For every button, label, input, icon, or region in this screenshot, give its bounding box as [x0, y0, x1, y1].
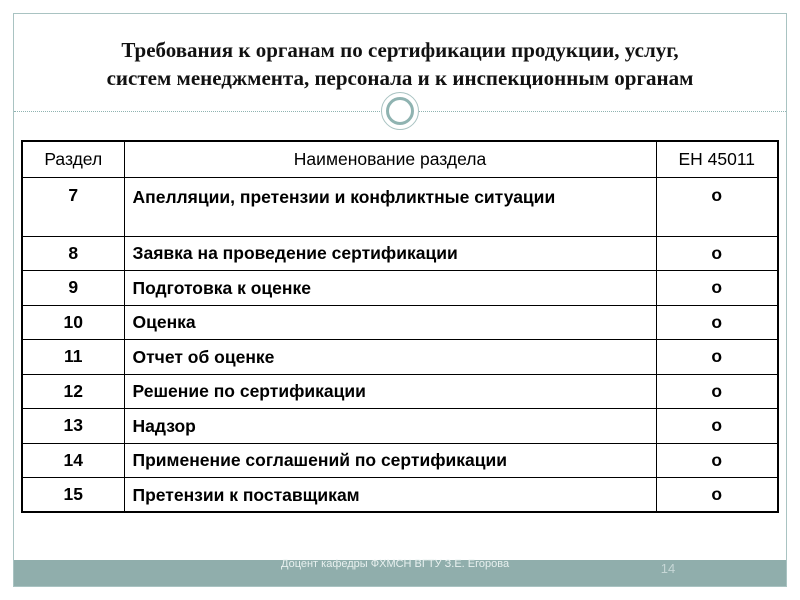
row-number: 10 [22, 305, 124, 340]
header-section-name: Наименование раздела [124, 141, 656, 177]
row-number: 15 [22, 478, 124, 513]
table-row [22, 478, 778, 513]
row-name: Надзор [124, 409, 656, 444]
row-name: Претензии к поставщикам [124, 478, 656, 513]
row-mark: о [656, 177, 778, 236]
row-number: 7 [22, 177, 124, 236]
row-name: Отчет об оценке [124, 340, 656, 375]
title-line-1: Требования к органам по сертификации продукции, услуг, [121, 38, 679, 62]
table-header-row [22, 141, 778, 177]
header-standard: ЕН 45011 [656, 141, 778, 177]
row-mark: о [656, 443, 778, 478]
row-name: Решение по сертификации [124, 374, 656, 409]
page-number: 14 [660, 561, 676, 576]
row-name: Подготовка к оценке [124, 271, 656, 306]
table-row [22, 374, 778, 409]
row-mark: о [656, 305, 778, 340]
table-row [22, 177, 778, 236]
table-row [22, 305, 778, 340]
row-name: Заявка на проведение сертификации [124, 236, 656, 271]
row-mark: о [656, 271, 778, 306]
row-mark: о [656, 409, 778, 444]
divider-ornament-ring [386, 97, 414, 125]
row-number: 14 [22, 443, 124, 478]
table-row [22, 409, 778, 444]
table-row [22, 340, 778, 375]
row-mark: о [656, 478, 778, 513]
row-name: Оценка [124, 305, 656, 340]
footer-author: Доцент кафедры ФХМСН ВГТУ З.Е. Егорова [281, 558, 510, 570]
table-row [22, 236, 778, 271]
sections-table [21, 140, 779, 513]
row-number: 8 [22, 236, 124, 271]
row-number: 13 [22, 409, 124, 444]
table-row [22, 271, 778, 306]
row-mark: о [656, 374, 778, 409]
row-name: Апелляции, претензии и конфликтные ситуации [124, 177, 656, 236]
row-mark: о [656, 236, 778, 271]
table-row [22, 443, 778, 478]
row-mark: о [656, 340, 778, 375]
row-name: Применение соглашений по сертификации [124, 443, 656, 478]
header-section: Раздел [22, 141, 124, 177]
row-number: 12 [22, 374, 124, 409]
row-number: 9 [22, 271, 124, 306]
row-number: 11 [22, 340, 124, 375]
title-line-2: систем менеджмента, персонала и к инспекционным органам [106, 66, 694, 90]
